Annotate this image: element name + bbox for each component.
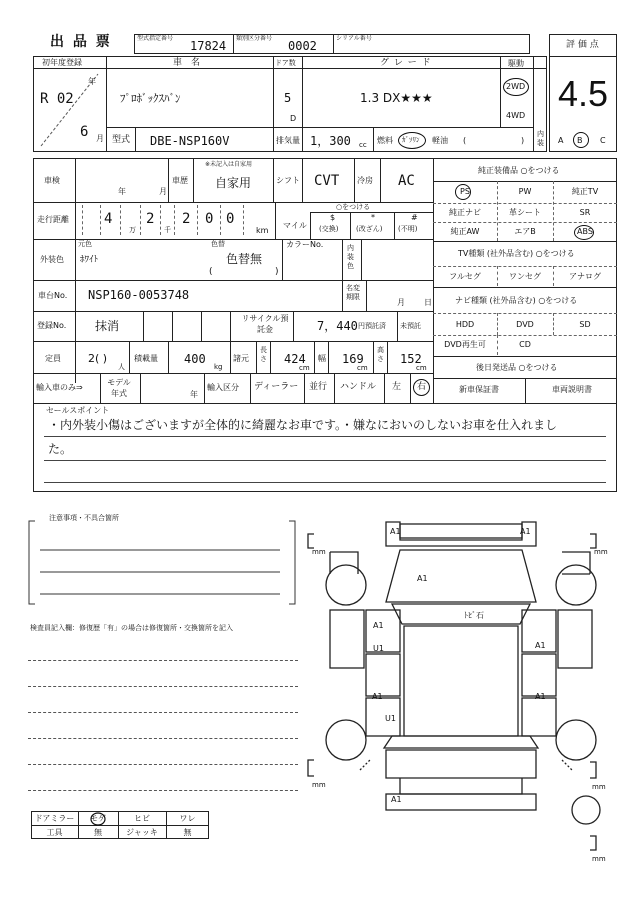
fuel-gasoline: ｶﾞｿﾘﾝ (402, 136, 420, 144)
tv-title: TV種類 (社外品含む) ○をつける (458, 249, 575, 258)
dealer-option: ディーラー (254, 382, 299, 392)
type-no-label: 型式指定番号 (137, 35, 174, 42)
equip-airbag: エアB (514, 227, 536, 236)
tv-oneseg: ワンセグ (509, 271, 541, 281)
doors-suffix: D (290, 114, 297, 123)
repaint-paren-open: ( (209, 267, 213, 277)
model-year-unit: 年 (190, 390, 198, 399)
cc-unit: cc (359, 141, 367, 149)
damage-mark-2: A1 (520, 527, 531, 536)
class-no-label: 類別区分番号 (236, 35, 273, 42)
displacement-label: 排気量 (276, 136, 300, 145)
mileage-digit-3: 2 (182, 211, 191, 227)
displacement-value: 1，300 (310, 134, 351, 148)
equip-ps-circle (455, 184, 471, 200)
import-label: 輸入車のみ⇒ (36, 383, 83, 392)
equip-navi: 純正ナビ (449, 208, 481, 217)
serial-label: シリアル番号 (336, 35, 372, 42)
type-no: 17824 (190, 39, 227, 53)
fuel-label: 燃料 (377, 136, 393, 145)
car-name: ﾌﾟﾛﾎﾞｯｸｽﾊﾞﾝ (120, 92, 181, 105)
reg-no-value: 抹消 (95, 319, 120, 333)
caution-label: 注意事項・不具合箇所 (49, 514, 119, 522)
shift-label: シフト (276, 176, 300, 185)
sales-line-2: た。 (48, 442, 73, 456)
fuel-paren-close: ) (521, 136, 525, 145)
navi-hdd: HDD (455, 319, 475, 329)
mm-label-4: mm (592, 783, 606, 791)
name-change-label: 名変期限 (346, 284, 360, 301)
doors-label: ドア数 (275, 59, 296, 67)
drive-label: 駆動 (508, 59, 524, 68)
name-change-day: 日 (424, 298, 432, 307)
damage-mark-6: U1 (373, 644, 384, 653)
drive-4wd: 4WD (506, 111, 526, 120)
car-damage-diagram (300, 512, 620, 872)
color-label: 外装色 (40, 255, 64, 264)
load-value: 400 (184, 352, 206, 366)
height-value: 152 (400, 352, 422, 366)
cd-option: CD (519, 340, 531, 349)
equip-leather: 革シート (509, 208, 541, 217)
later-manual: 車両説明書 (552, 385, 592, 394)
form-title: 出 品 票 (50, 34, 112, 50)
later-title: 後日発送品 ○をつける (476, 363, 558, 372)
capacity-value: 2( ) (88, 352, 108, 365)
mirror-moge-circle (90, 811, 106, 825)
drive-2wd: 2WD (506, 82, 526, 91)
handle-label: ハンドル (340, 382, 377, 392)
parallel-option: 並行 (309, 382, 328, 392)
width-value: 169 (342, 352, 364, 366)
reg-era: R 02 (40, 91, 74, 107)
inspection-year-unit: 年 (118, 187, 126, 196)
tools-value: 無 (94, 827, 102, 837)
sales-line-1: ・内外装小傷はございますが全体的に綺麗なお車です。・嫌なにおいのしないお車を仕入れまし (48, 418, 558, 432)
tools-label: 工具 (46, 827, 63, 837)
dims-label: 諸元 (233, 354, 249, 363)
damage-mark-5: A1 (373, 621, 384, 630)
caution-bracket (28, 520, 296, 606)
damage-mark-3: A1 (417, 574, 428, 583)
chassis-label: 車台No. (38, 291, 68, 300)
height-cm: cm (416, 364, 427, 372)
equip-abs: ABS (577, 227, 593, 236)
star-sub: (改ざん) (356, 225, 383, 233)
mm-label-3: mm (312, 781, 326, 789)
navi-sd: SD (579, 319, 591, 329)
class-no: 0002 (288, 39, 317, 53)
mileage-digit-1: 4 (104, 211, 113, 227)
mileage-digit-4: 0 (205, 211, 214, 227)
first-reg-label: 初年度登録 (42, 58, 82, 67)
equipment-title: 純正装備品 ○をつける (478, 166, 560, 175)
person-unit: 人 (118, 363, 125, 371)
ac-label: 冷房 (357, 176, 373, 185)
man-unit: 万 (129, 226, 136, 234)
mileage-label: 走行距離 (37, 215, 69, 224)
mirror-hibi: ヒビ (134, 813, 150, 823)
history-note: ※未記入は自家用 (205, 161, 253, 168)
interior-a: A (558, 136, 564, 145)
interior-c: C (600, 136, 606, 145)
mirror-ware: ワレ (179, 813, 196, 823)
equip-pw: PW (518, 187, 532, 196)
hash-sub: (不明) (398, 225, 418, 233)
shift-value: CVT (314, 173, 340, 189)
kg-unit: kg (214, 363, 223, 371)
circle-instruction: ○をつける (336, 203, 371, 211)
length-value: 424 (284, 352, 306, 366)
dollar-option: $ (330, 213, 336, 222)
recycle-unpaid: 未預託 (400, 322, 421, 330)
load-label: 積載量 (134, 354, 158, 363)
width-cm: cm (357, 364, 368, 372)
model-label: 型式 (112, 135, 131, 145)
equip-ps: PS (460, 187, 470, 196)
inspector-label: 検査員記入欄：修復歴「有」の場合は修復箇所・交換箇所を記入 (30, 624, 233, 632)
history-value: 自家用 (215, 176, 252, 190)
score-value: 4.5 (558, 73, 609, 114)
mm-label-1: mm (312, 548, 326, 556)
interior-b: B (577, 136, 583, 145)
sen-unit: 千 (164, 226, 171, 234)
recycle-value: 7，440 (317, 319, 358, 333)
capacity-label: 定員 (45, 354, 61, 363)
damage-mark-8: A1 (372, 692, 383, 701)
later-warranty: 新車保証書 (459, 385, 499, 394)
mileage-digit-5: 0 (226, 211, 235, 227)
orig-color-label: 元色 (78, 240, 92, 248)
inspection-month-unit: 月 (159, 187, 167, 196)
jack-label: ジャッキ (126, 827, 158, 837)
equip-sr: SR (579, 208, 591, 217)
car-name-label: 車 名 (173, 58, 201, 68)
hash-option: # (411, 213, 418, 222)
height-label: 高さ (377, 346, 384, 363)
km-unit: km (256, 226, 269, 235)
sales-label: セールスポイント (46, 406, 110, 415)
damage-mark-9: A1 (535, 692, 546, 701)
tv-fullseg: フルセグ (449, 271, 481, 281)
name-change-month: 月 (397, 298, 405, 307)
fuel-paren-open: ( (463, 136, 467, 145)
tv-analog: アナログ (569, 271, 601, 281)
mileage-digit-2: 2 (146, 211, 155, 227)
jack-value: 無 (183, 827, 192, 837)
length-cm: cm (299, 364, 310, 372)
damage-mark-1: A1 (390, 527, 401, 536)
repaint-paren-close: ) (275, 267, 279, 277)
damage-mark-4: ﾄﾋﾞ石 (464, 611, 484, 620)
star-option: * (371, 213, 375, 222)
mirror-label: ドアミラー (34, 813, 75, 823)
model-year-label: モデル年式 (107, 378, 131, 398)
year-unit: 年 (88, 77, 96, 86)
ac-value: AC (398, 173, 415, 189)
mile-option: マイル (283, 221, 307, 230)
mm-label-2: mm (594, 548, 608, 556)
orig-color: ﾎﾜｲﾄ (80, 255, 99, 265)
dollar-sub: (交換) (319, 225, 339, 233)
navi-dvd: DVD (516, 319, 534, 329)
equip-tv: 純正TV (571, 187, 599, 196)
recycle-unit: 円預託済 (358, 322, 386, 330)
handle-left: 左 (392, 382, 402, 392)
int-color-label: 内装色 (347, 244, 354, 270)
month-unit: 月 (96, 134, 104, 143)
interior-label: 内装 (537, 130, 544, 147)
navi-title: ナビ種類 (社外品含む) ○をつける (455, 296, 578, 305)
handle-right: 右 (417, 382, 427, 392)
import-type-label: 輸入区分 (207, 383, 239, 392)
mirror-moge: モゲ (90, 813, 106, 823)
length-label: 長さ (260, 346, 267, 363)
color-no-label: カラーNo. (286, 240, 324, 249)
repaint-value: 色替無 (226, 252, 263, 266)
reg-month: 6 (80, 124, 89, 140)
repaint-label: 色替 (211, 240, 225, 248)
fuel-diesel: 軽油 (432, 136, 448, 145)
history-label: 車歴 (172, 176, 188, 185)
damage-mark-11: A1 (391, 795, 402, 804)
model-value: DBE-NSP160V (150, 134, 230, 148)
width-label: 幅 (318, 354, 326, 363)
grade-value: 1.3 DX★★★ (360, 91, 433, 105)
doors-value: 5 (284, 91, 292, 105)
mm-label-5: mm (592, 855, 606, 863)
reg-no-label: 登録No. (37, 321, 67, 330)
score-label: 評 価 点 (566, 40, 599, 50)
chassis-value: NSP160-0053748 (88, 288, 190, 302)
inspection-label: 車検 (44, 176, 60, 185)
equip-aw: 純正AW (450, 227, 480, 236)
recycle-label: リサイクル預託金 (241, 314, 289, 334)
damage-mark-10: U1 (385, 714, 396, 723)
grade-column-label: グ レ ー ド (380, 58, 432, 68)
damage-mark-7: A1 (535, 641, 546, 650)
dvd-playback: DVD再生可 (444, 340, 486, 349)
